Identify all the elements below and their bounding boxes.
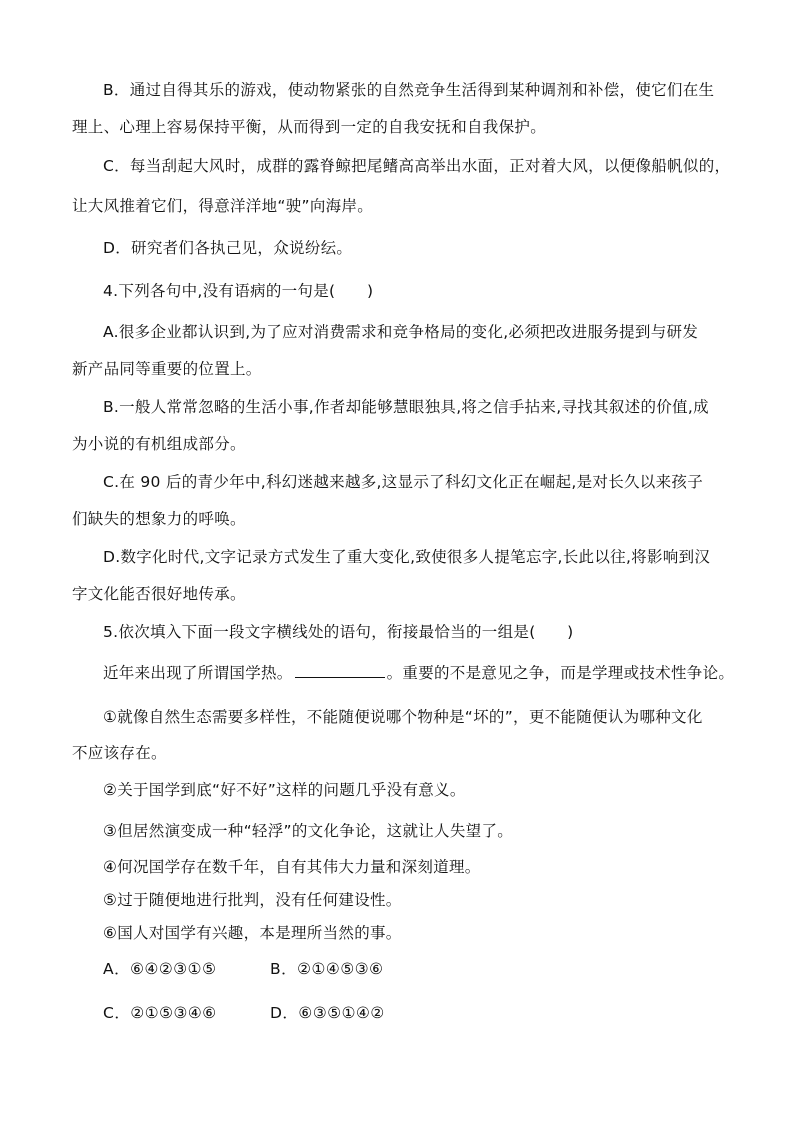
q4-stem: 4.下列各句中,没有语病的一句是( ) [103,282,374,300]
q5-option-a: A．⑥④②③①⑤ [103,960,217,978]
q4-option-a-line1: A.很多企业都认识到,为了应对消费需求和竞争格局的变化,必须把改进服务提到与研发 [103,323,699,341]
q4-option-d-line2: 字文化能否很好地传承。 [72,585,246,603]
q5-sentence-4: ④何况国学存在数千年，自有其伟大力量和深刻道理。 [103,858,481,876]
q4-option-a-line2: 新产品同等重要的位置上。 [72,360,262,378]
q5-sentence-1-line2: 不应该存在。 [72,744,167,762]
q5-sentence-1-line1: ①就像自然生态需要多样性，不能随便说哪个物种是“坏的”，更不能随便认为哪种文化 [103,708,703,726]
q3-option-c-line1: C．每当刮起大风时，成群的露脊鲸把尾鳍高高举出水面，正对着大风，以便像船帆似的， [103,157,731,175]
q4-option-c-line2: 们缺失的想象力的呼唤。 [72,510,246,528]
q3-option-c-line2: 让大风推着它们，得意洋洋地“驶”向海岸。 [72,197,374,215]
q4-option-b-line2: 为小说的有机组成部分。 [72,435,246,453]
q3-option-b-line2: 理上、心理上容易保持平衡，从而得到一定的自我安抚和自我保护。 [72,118,547,136]
q5-stem: 5.依次填入下面一段文字横线处的语句，衔接最恰当的一组是( ) [103,623,574,641]
q4-option-b-line1: B.一般人常常忽略的生活小事,作者却能够慧眼独具,将之信手拈来,寻找其叙述的价值,成 [103,398,709,416]
q3-option-d: D．研究者们各执己见，众说纷纭。 [103,239,353,257]
q5-option-c: C．②①⑤③④⑥ [103,1004,217,1022]
q5-option-b: B．②①④⑤③⑥ [270,960,384,978]
q3-option-b-line1: B．通过自得其乐的游戏，使动物紧张的自然竞争生活得到某种调剂和补偿，使它们在生 [103,81,715,99]
q5-sentence-6: ⑥国人对国学有兴趣，本是理所当然的事。 [103,924,402,942]
q4-option-d-line1: D.数字化时代,文字记录方式发生了重大变化,致使很多人提笔忘字,长此以往,将影响到汉 [103,548,711,566]
q5-sentence-2: ②关于国学到底“好不好”这样的问题几乎没有意义。 [103,781,466,799]
q5-passage-end: 。重要的不是意见之争，而是学理或技术性争论。 [386,664,735,682]
q5-passage-start: 近年来出现了所谓国学热。 [103,664,293,682]
fill-in-blank [295,663,385,678]
q5-sentence-5: ⑤过于随便地进行批判，没有任何建设性。 [103,891,402,909]
q5-option-d: D．⑥③⑤①④② [270,1004,385,1022]
q5-passage [103,662,734,684]
q4-option-c-line1: C.在 90 后的青少年中,科幻迷越来越多,这显示了科幻文化正在崛起,是对长久以来孩子 [103,473,704,491]
q5-sentence-3: ③但居然演变成一种“轻浮”的文化争论，这就让人失望了。 [103,822,514,840]
